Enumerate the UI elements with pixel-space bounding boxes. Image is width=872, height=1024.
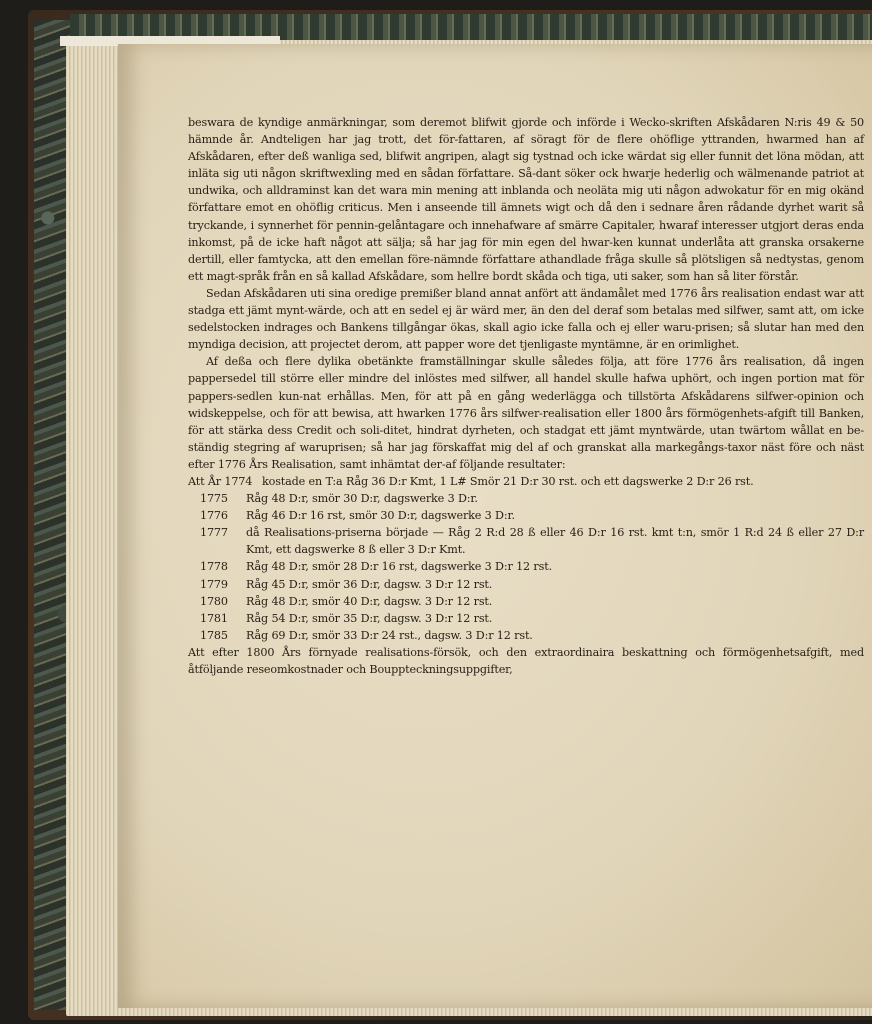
entry-text: då Realisations-priserna började — Råg 2 R:d 28 ß eller 46 D:r 16 rst. kmt t:n, smör 1 R:d 24 ß eller 27 D:r Kmt, ett dagswerke 8 ß eller 3 D:r Kmt. — [246, 526, 864, 557]
entry-text: kostade en T:a Råg 36 D:r Kmt, 1 L# Smör 21 D:r 30 rst. och ett dagswerke 2 D:r 26 rst. — [262, 474, 754, 488]
entry-year: 1775 — [200, 492, 228, 506]
entry-text: Råg 69 D:r, smör 33 D:r 24 rst., dagsw. 3 D:r 12 rst. — [246, 628, 533, 642]
entry-year: 1785 — [200, 628, 228, 642]
price-entry — [188, 593, 864, 610]
entry-text: Råg 48 D:r, smör 40 D:r, dagsw. 3 D:r 12 rst. — [246, 594, 493, 608]
price-entry — [188, 558, 864, 575]
page-text — [188, 114, 864, 678]
entry-year: Att År 1774 — [188, 474, 253, 488]
final-paragraph: Att efter 1800 Års förnyade realisations-försök, och den extraordinaira beskattning och förmögenhetsafgift, med åtföljande reseomkostnader och Bouppteckningsuppgifter, — [188, 645, 864, 676]
price-entry — [188, 490, 864, 507]
paragraph-2: Sedan Afskådaren uti sina oredige premißer bland annat anfört att ändamålet med 1776 års realisation endast war att stadga ett jämt mynt-wärde, och att en sedel ej är wärd mer, än den del deraf som betalas med silfwer, samt att, om icke sedelstocken indrages och Bankens tillgångar ökas, skall agio icke falla och ej eller waru-prisen; så slutar han med den myndiga decision, att projectet derom, att papper wore det tjenligaste myntämne, är en orimlighet. — [188, 286, 864, 352]
entry-text: Råg 45 D:r, smör 36 D:r, dagsw. 3 D:r 12 rst. — [246, 577, 493, 591]
paragraph-1: beswara de kyndige anmärkningar, som deremot blifwit gjorde och införde i Wecko-skriften Afskådaren N:ris 49 & 50 hämnde år. Andteligen har jag trott, det för-fattaren, af söragt för de flere ohöflige yttranden, hwarmed han af Afskådaren, efter deß wanliga sed, blifwit angripen, alagt sig tystnad och icke wärdat sig eller funnit det löna mödan, att inläta sig uti någon skriftwexling med en sådan författare. Så-dant söker ock hwarje hederlig och wälmenande patriot at undwika, och alldraminst kan det wara min mening att inblanda och neoläta mig uti någon adwokatur för en mig okänd författare emot en ohöflig criticus. Men i anseende till ämnets wigt och då den i sednare åren rådande dyrhet warit så tryckande, i synnerhet för pennin-gelåntagare och innehafwarе af smärre Capitaler, hwaraf interesser utgjort deras enda inkomst, på de icke haft något att sälja; så har jag för min egen del hwar-ken kunnat underlåta att granska orsakerne dertill, eller famtycka, att den emellan före-nämnde författare athandlade fråga skulle så plötsligen så nedtystas, genom ett magt-språk från en så kallad Afskådare, som hellre bordt skåda och tiga, uti saker, som han så liter förstår. — [188, 116, 864, 283]
paragraph-3: Af deßa och flere dylika obetänkte framställningar skulle således följa, att före 1776 års realisation, då ingen pappersedel till större eller mindre del inlöstes med silfwer, all handel skulle hafwa uphört, och ingen portion mat för pappers-sedlen kun-nat erhållas. Men, för att på en gång wederlägga och tillstörta Afskådarens silfwer-opinion och widskeppelse, och för att bewisa, att hwarken 1776 års silfwer-realisation eller 1800 års förmögenhets-afgift till Banken, för att stärka dess Credit och soli-ditet, hindrat dyrheten, och stadgat ett jämt myntwärde, utan twärtom wållat en be-ständig stegring af waruprisen; så har jag förskaffat mig del af och granskat alla markegångs-taxor näst före och näst efter 1776 Års Realisation, samt inhämtat der-af följande resultater: — [188, 355, 864, 471]
entry-year: 1781 — [200, 611, 228, 625]
entry-year: 1778 — [200, 560, 228, 574]
entry-year: 1779 — [200, 577, 228, 591]
entry-text: Råg 46 D:r 16 rst, smör 30 D:r, dagswerke 3 D:r. — [246, 509, 515, 523]
price-entry — [188, 507, 864, 524]
price-entry — [188, 524, 864, 558]
entry-text: Råg 48 D:r, smör 28 D:r 16 rst, dagswerke 3 D:r 12 rst. — [246, 560, 552, 574]
price-entry — [188, 576, 864, 593]
entry-text: Råg 48 D:r, smör 30 D:r, dagswerke 3 D:r. — [246, 492, 478, 506]
price-entry — [188, 610, 864, 627]
price-entry — [188, 473, 864, 490]
entry-year: 1780 — [200, 594, 228, 608]
price-entry — [188, 627, 864, 644]
price-list — [188, 473, 864, 644]
entry-year: 1776 — [200, 509, 228, 523]
entry-year: 1777 — [200, 526, 228, 540]
entry-text: Råg 54 D:r, smör 35 D:r, dagsw. 3 D:r 12 rst. — [246, 611, 493, 625]
